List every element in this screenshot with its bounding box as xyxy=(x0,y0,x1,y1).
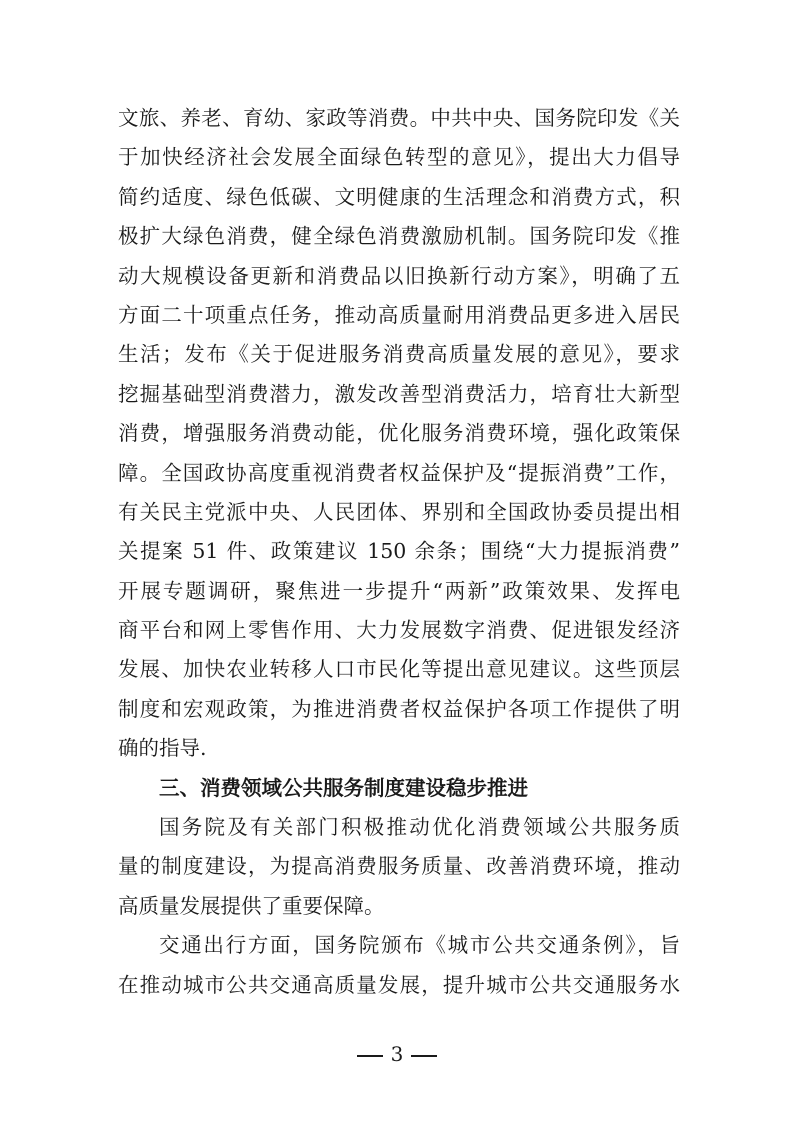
text-line: 消费，增强服务消费动能，优化服务消费环境，强化政策保 xyxy=(118,421,680,446)
text-line: 极扩大绿色消费，健全绿色消费激励机制。国务院印发《推 xyxy=(118,224,680,249)
paragraph-transport xyxy=(118,926,680,1005)
text-line: 发展、加快农业转移人口市民化等提出意见建议。这些顶层 xyxy=(118,657,680,682)
text-line: 障。全国政协高度重视消费者权益保护及“提振消费”工作， xyxy=(118,460,680,485)
document-body xyxy=(118,99,680,1005)
section-heading: 三、消费领域公共服务制度建设稳步推进 xyxy=(159,775,528,800)
page-number: 3 xyxy=(390,1042,404,1066)
text-line: 于加快经济社会发展全面绿色转型的意见》，提出大力倡导 xyxy=(118,145,680,170)
text-line: 动大规模设备更新和消费品以旧换新行动方案》，明确了五 xyxy=(118,263,680,288)
text-line: 制度和宏观政策，为推进消费者权益保护各项工作提供了明 xyxy=(118,696,680,721)
text-line: 高质量发展提供了重要保障。 xyxy=(118,893,385,918)
text-line: 挖掘基础型消费潜力，激发改善型消费活力，培育壮大新型 xyxy=(118,381,680,406)
footer-dash-left xyxy=(357,1055,383,1057)
text-line: 关提案 51 件、政策建议 150 余条；围绕“大力提振消费” xyxy=(118,539,680,564)
text-line: 开展专题调研，聚焦进一步提升“两新”政策效果、发挥电 xyxy=(118,578,680,603)
text-line: 方面二十项重点任务，推动高质量耐用消费品更多进入居民 xyxy=(118,302,680,327)
text-line: 文旅、养老、育幼、家政等消费。中共中央、国务院印发《关 xyxy=(118,106,680,130)
page-footer xyxy=(0,1040,794,1068)
text-line: 有关民主党派中央、人民团体、界别和全国政协委员提出相 xyxy=(118,499,680,524)
text-line: 生活；发布《关于促进服务消费高质量发展的意见》，要求 xyxy=(118,342,680,367)
text-line: 国务院及有关部门积极推动优化消费领域公共服务质 xyxy=(159,815,680,840)
text-line: 确的指导. xyxy=(118,736,207,761)
text-line: 在推动城市公共交通高质量发展，提升城市公共交通服务水 xyxy=(118,972,680,997)
paragraph-consumption-policy xyxy=(118,99,680,769)
text-line: 商平台和网上零售作用、大力发展数字消费、促进银发经济 xyxy=(118,618,680,643)
text-line: 交通出行方面，国务院颁布《城市公共交通条例》，旨 xyxy=(159,933,680,958)
paragraph-public-service xyxy=(118,808,680,926)
footer-dash-right xyxy=(411,1055,437,1057)
text-line: 简约适度、绿色低碳、文明健康的生活理念和消费方式，积 xyxy=(118,184,680,209)
text-line: 量的制度建设，为提高消费服务质量、改善消费环境，推动 xyxy=(118,854,680,879)
